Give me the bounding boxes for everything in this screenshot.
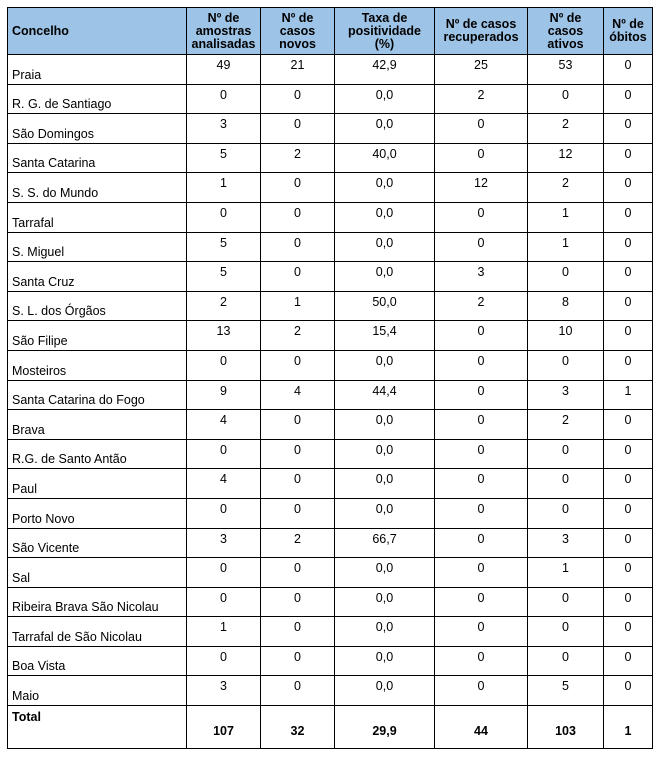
value-cell: 0 <box>528 498 604 528</box>
value-cell: 3 <box>528 528 604 558</box>
column-header: Taxa de positividade (%) <box>335 8 435 55</box>
value-cell: 0 <box>604 202 653 232</box>
concelho-cell: Sal <box>8 558 187 588</box>
concelho-cell: Paul <box>8 469 187 499</box>
value-cell: 4 <box>261 380 335 410</box>
value-cell: 2 <box>435 84 528 114</box>
value-cell: 0 <box>261 202 335 232</box>
column-header: Concelho <box>8 8 187 55</box>
value-cell: 8 <box>528 291 604 321</box>
value-cell: 12 <box>435 173 528 203</box>
concelho-cell: São Filipe <box>8 321 187 351</box>
concelho-cell: Porto Novo <box>8 498 187 528</box>
concelho-cell: Santa Cruz <box>8 262 187 292</box>
value-cell: 2 <box>528 114 604 144</box>
value-cell: 0 <box>604 173 653 203</box>
value-cell: 0 <box>435 232 528 262</box>
value-cell: 21 <box>261 55 335 85</box>
value-cell: 0 <box>435 469 528 499</box>
value-cell: 3 <box>187 676 261 706</box>
value-cell: 1 <box>528 558 604 588</box>
total-value: 107 <box>187 706 261 749</box>
concelho-cell: S. L. dos Órgãos <box>8 291 187 321</box>
value-cell: 0 <box>435 114 528 144</box>
concelho-cell: Brava <box>8 410 187 440</box>
value-cell: 0 <box>604 587 653 617</box>
value-cell: 0 <box>261 439 335 469</box>
table-row <box>8 469 653 499</box>
value-cell: 0 <box>261 114 335 144</box>
value-cell: 0,0 <box>335 84 435 114</box>
value-cell: 1 <box>604 380 653 410</box>
table-row <box>8 173 653 203</box>
value-cell: 5 <box>187 232 261 262</box>
table-header <box>8 8 653 55</box>
total-value: 32 <box>261 706 335 749</box>
value-cell: 0 <box>604 558 653 588</box>
table-row <box>8 646 653 676</box>
value-cell: 0 <box>528 617 604 647</box>
value-cell: 0 <box>261 350 335 380</box>
value-cell: 0 <box>435 410 528 440</box>
value-cell: 0 <box>528 262 604 292</box>
value-cell: 0,0 <box>335 439 435 469</box>
value-cell: 0 <box>435 143 528 173</box>
value-cell: 0 <box>604 646 653 676</box>
value-cell: 0,0 <box>335 498 435 528</box>
table-row <box>8 291 653 321</box>
value-cell: 0 <box>528 469 604 499</box>
value-cell: 0 <box>187 84 261 114</box>
value-cell: 4 <box>187 410 261 440</box>
value-cell: 0 <box>604 439 653 469</box>
value-cell: 0 <box>604 498 653 528</box>
value-cell: 13 <box>187 321 261 351</box>
table-row <box>8 84 653 114</box>
value-cell: 0 <box>261 173 335 203</box>
concelho-cell: Santa Catarina do Fogo <box>8 380 187 410</box>
concelho-cell: Tarrafal <box>8 202 187 232</box>
value-cell: 66,7 <box>335 528 435 558</box>
value-cell: 0 <box>435 528 528 558</box>
value-cell: 0 <box>528 587 604 617</box>
value-cell: 0 <box>261 410 335 440</box>
value-cell: 0 <box>261 84 335 114</box>
value-cell: 0 <box>261 232 335 262</box>
value-cell: 0 <box>261 676 335 706</box>
concelho-cell: Tarrafal de São Nicolau <box>8 617 187 647</box>
value-cell: 1 <box>528 202 604 232</box>
table-row <box>8 617 653 647</box>
value-cell: 0 <box>187 202 261 232</box>
value-cell: 0,0 <box>335 173 435 203</box>
value-cell: 0 <box>435 498 528 528</box>
value-cell: 0 <box>604 321 653 351</box>
value-cell: 53 <box>528 55 604 85</box>
concelho-cell: Santa Catarina <box>8 143 187 173</box>
value-cell: 3 <box>187 114 261 144</box>
table-row <box>8 528 653 558</box>
value-cell: 0,0 <box>335 617 435 647</box>
value-cell: 1 <box>528 232 604 262</box>
value-cell: 0 <box>435 587 528 617</box>
value-cell: 0 <box>604 143 653 173</box>
value-cell: 2 <box>261 528 335 558</box>
value-cell: 0 <box>187 439 261 469</box>
table-footer <box>8 706 653 749</box>
table-row <box>8 321 653 351</box>
value-cell: 49 <box>187 55 261 85</box>
value-cell: 0 <box>604 617 653 647</box>
value-cell: 2 <box>187 291 261 321</box>
value-cell: 5 <box>187 262 261 292</box>
concelho-cell: S. Miguel <box>8 232 187 262</box>
value-cell: 0 <box>435 380 528 410</box>
value-cell: 0,0 <box>335 262 435 292</box>
table-row <box>8 410 653 440</box>
total-value: 29,9 <box>335 706 435 749</box>
concelho-cell: Ribeira Brava São Nicolau <box>8 587 187 617</box>
value-cell: 0 <box>435 350 528 380</box>
table-row <box>8 676 653 706</box>
table-row <box>8 55 653 85</box>
value-cell: 0 <box>604 232 653 262</box>
table-row <box>8 498 653 528</box>
concelho-cell: R.G. de Santo Antão <box>8 439 187 469</box>
table-row <box>8 350 653 380</box>
value-cell: 0 <box>604 55 653 85</box>
value-cell: 25 <box>435 55 528 85</box>
value-cell: 44,4 <box>335 380 435 410</box>
table-row <box>8 587 653 617</box>
value-cell: 0 <box>261 646 335 676</box>
table-row <box>8 202 653 232</box>
value-cell: 0 <box>435 558 528 588</box>
value-cell: 0 <box>435 617 528 647</box>
value-cell: 0,0 <box>335 202 435 232</box>
total-value: 103 <box>528 706 604 749</box>
value-cell: 0 <box>435 646 528 676</box>
value-cell: 0 <box>435 439 528 469</box>
value-cell: 0 <box>261 498 335 528</box>
value-cell: 0 <box>604 469 653 499</box>
table-row <box>8 439 653 469</box>
value-cell: 0 <box>528 439 604 469</box>
value-cell: 0 <box>435 676 528 706</box>
value-cell: 0 <box>187 646 261 676</box>
column-header: Nº de amostras analisadas <box>187 8 261 55</box>
concelho-cell: Praia <box>8 55 187 85</box>
value-cell: 0,0 <box>335 350 435 380</box>
table-row <box>8 262 653 292</box>
table-row <box>8 114 653 144</box>
value-cell: 3 <box>187 528 261 558</box>
table-row <box>8 232 653 262</box>
concelho-cell: S. S. do Mundo <box>8 173 187 203</box>
value-cell: 15,4 <box>335 321 435 351</box>
total-value: 44 <box>435 706 528 749</box>
value-cell: 0 <box>604 676 653 706</box>
value-cell: 0,0 <box>335 676 435 706</box>
value-cell: 50,0 <box>335 291 435 321</box>
value-cell: 0 <box>604 528 653 558</box>
value-cell: 0 <box>261 469 335 499</box>
value-cell: 0 <box>261 587 335 617</box>
header-row <box>8 8 653 55</box>
total-row <box>8 706 653 749</box>
value-cell: 0 <box>435 321 528 351</box>
value-cell: 0,0 <box>335 114 435 144</box>
concelho-cell: Maio <box>8 676 187 706</box>
value-cell: 0 <box>604 410 653 440</box>
value-cell: 1 <box>187 173 261 203</box>
value-cell: 0 <box>604 262 653 292</box>
value-cell: 2 <box>528 173 604 203</box>
value-cell: 2 <box>528 410 604 440</box>
column-header: Nº de casos ativos <box>528 8 604 55</box>
value-cell: 1 <box>187 617 261 647</box>
concelho-cell: São Domingos <box>8 114 187 144</box>
value-cell: 0 <box>187 498 261 528</box>
value-cell: 1 <box>261 291 335 321</box>
total-label: Total <box>8 706 187 749</box>
value-cell: 0,0 <box>335 558 435 588</box>
value-cell: 12 <box>528 143 604 173</box>
value-cell: 0 <box>604 350 653 380</box>
concelho-cell: Mosteiros <box>8 350 187 380</box>
table-row <box>8 380 653 410</box>
covid-table-container <box>7 7 653 749</box>
value-cell: 0 <box>528 84 604 114</box>
table-body <box>8 55 653 706</box>
covid-cases-table <box>7 7 653 749</box>
concelho-cell: São Vicente <box>8 528 187 558</box>
value-cell: 0,0 <box>335 232 435 262</box>
value-cell: 0 <box>261 262 335 292</box>
value-cell: 0 <box>187 558 261 588</box>
column-header: Nº de casos novos <box>261 8 335 55</box>
value-cell: 10 <box>528 321 604 351</box>
column-header: Nº de óbitos <box>604 8 653 55</box>
table-row <box>8 143 653 173</box>
value-cell: 4 <box>187 469 261 499</box>
value-cell: 5 <box>187 143 261 173</box>
value-cell: 0 <box>261 617 335 647</box>
value-cell: 3 <box>528 380 604 410</box>
value-cell: 40,0 <box>335 143 435 173</box>
total-value: 1 <box>604 706 653 749</box>
concelho-cell: R. G. de Santiago <box>8 84 187 114</box>
table-row <box>8 558 653 588</box>
value-cell: 0 <box>187 587 261 617</box>
value-cell: 0,0 <box>335 646 435 676</box>
concelho-cell: Boa Vista <box>8 646 187 676</box>
value-cell: 0 <box>261 558 335 588</box>
value-cell: 0,0 <box>335 587 435 617</box>
value-cell: 0,0 <box>335 469 435 499</box>
value-cell: 5 <box>528 676 604 706</box>
value-cell: 0 <box>604 114 653 144</box>
value-cell: 42,9 <box>335 55 435 85</box>
value-cell: 0 <box>528 350 604 380</box>
value-cell: 0 <box>604 291 653 321</box>
value-cell: 9 <box>187 380 261 410</box>
value-cell: 0 <box>187 350 261 380</box>
column-header: Nº de casos recuperados <box>435 8 528 55</box>
value-cell: 0 <box>528 646 604 676</box>
value-cell: 0 <box>604 84 653 114</box>
value-cell: 0,0 <box>335 410 435 440</box>
value-cell: 2 <box>435 291 528 321</box>
value-cell: 2 <box>261 143 335 173</box>
value-cell: 0 <box>435 202 528 232</box>
value-cell: 2 <box>261 321 335 351</box>
value-cell: 3 <box>435 262 528 292</box>
